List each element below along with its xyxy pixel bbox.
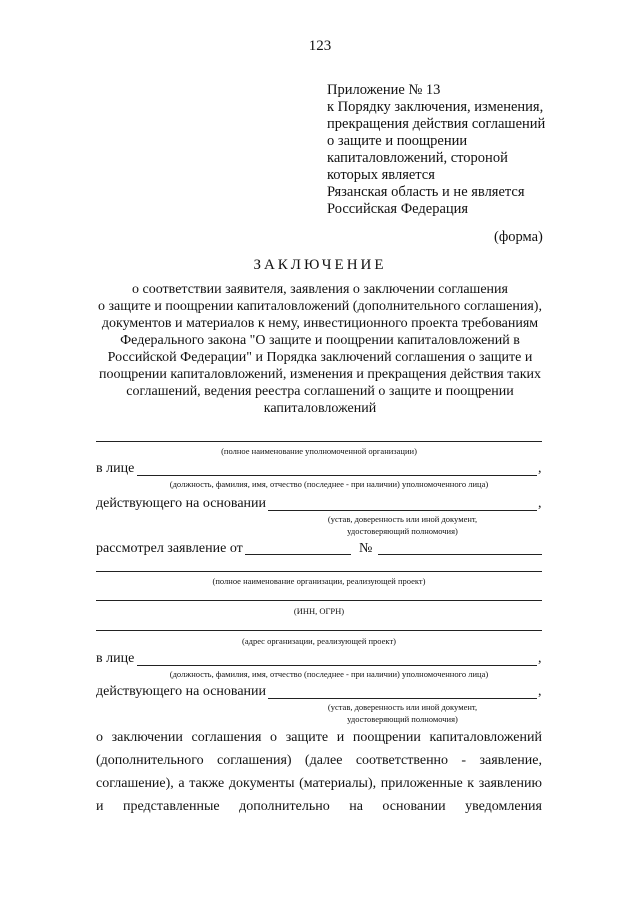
person-field[interactable] <box>137 475 537 476</box>
body-line <box>96 772 542 795</box>
appendix-line: Российская Федерация <box>327 201 469 217</box>
appendix-line: Рязанская область и не является <box>327 184 525 200</box>
body-line <box>96 726 542 749</box>
appendix-line: Приложение № 13 <box>327 82 441 98</box>
address-caption: (адрес организации, реализующей проект) <box>242 636 396 646</box>
body-word: заявление, <box>479 753 542 768</box>
subtitle-line: капиталовложений <box>263 401 377 416</box>
basis-caption: (устав, доверенность или иной документ, <box>327 514 478 524</box>
reviewed-label: рассмотрел заявление от <box>96 541 243 556</box>
in-person-label: в лице <box>96 461 135 476</box>
inn-ogrn-field[interactable] <box>96 600 542 601</box>
body-word: капиталовложений <box>429 730 542 745</box>
body-word: а <box>178 776 185 791</box>
body-word: документы <box>228 776 295 791</box>
body-word: (материалы), <box>299 776 377 791</box>
org-name-caption: (полное наименование уполномоченной организации) <box>221 446 417 456</box>
body-word: соглашение), <box>96 776 174 791</box>
basis-caption: (устав, доверенность или иной документ, <box>327 702 478 712</box>
basis-caption: удостоверяющий полномочия) <box>347 714 458 724</box>
basis-field-2[interactable] <box>268 698 537 699</box>
org-name-field[interactable] <box>96 441 542 442</box>
body-word: также <box>189 776 225 791</box>
acting-basis-label: действующего на основании <box>96 496 267 511</box>
body-word: и <box>336 730 345 745</box>
page-number: 123 <box>308 38 332 54</box>
subtitle-line: соглашений, ведения реестра соглашений о защите и поощрении <box>126 384 514 399</box>
body-word: заключении <box>111 730 183 745</box>
body-line <box>96 795 542 818</box>
subtitle-line: Российской Федерации" и Порядка заключений соглашения о защите и <box>107 350 533 365</box>
body-word: представленные <box>123 799 220 814</box>
address-field[interactable] <box>96 630 542 631</box>
body-word: к <box>467 776 475 791</box>
comma: , <box>538 461 542 476</box>
body-word: соглашения <box>191 730 262 745</box>
project-org-field[interactable] <box>96 571 542 572</box>
body-word: основании <box>382 799 446 814</box>
body-word: - <box>461 753 467 768</box>
body-word: дополнительно <box>239 799 330 814</box>
in-person-label: в лице <box>96 651 135 666</box>
basis-field[interactable] <box>268 510 537 511</box>
body-word: заявлению <box>478 776 542 791</box>
body-word: уведомления <box>465 799 542 814</box>
subtitle-line: о защите и поощрении капиталовложений (дополнительного соглашения), <box>98 299 542 314</box>
application-date-field[interactable] <box>245 554 351 555</box>
body-word: приложенные <box>380 776 463 791</box>
person-field-2[interactable] <box>137 665 537 666</box>
subtitle-line: Федерального закона "О защите и поощрении капиталовложений в <box>120 333 520 348</box>
body-word: о <box>270 730 278 745</box>
comma: , <box>538 684 542 699</box>
body-word: соглашения) <box>217 753 292 768</box>
appendix-line: которых является <box>327 167 435 183</box>
inn-ogrn-caption: (ИНН, ОГРН) <box>293 606 345 616</box>
appendix-line: о защите и поощрении <box>327 133 468 149</box>
body-word: поощрении <box>352 730 421 745</box>
comma: , <box>538 496 542 511</box>
number-label: № <box>359 541 373 556</box>
body-paragraph <box>96 726 542 818</box>
body-line <box>96 749 542 772</box>
application-number-field[interactable] <box>378 554 542 555</box>
appendix-line: к Порядку заключения, изменения, <box>327 99 544 115</box>
basis-caption: удостоверяющий полномочия) <box>347 526 458 536</box>
appendix-line: капиталовложений, стороной <box>327 150 508 166</box>
subtitle-line: о соответствии заявителя, заявления о заключении соглашения <box>132 282 508 297</box>
person-caption: (должность, фамилия, имя, отчество (последнее - при наличии) уполномоченного лица) <box>169 669 489 679</box>
body-word: (далее <box>304 753 343 768</box>
subtitle-line: документов и материалов к нему, инвестиционного проекта требованиям <box>101 316 539 331</box>
project-org-caption: (полное наименование организации, реализующей проект) <box>212 576 426 586</box>
person-caption: (должность, фамилия, имя, отчество (последнее - при наличии) уполномоченного лица) <box>169 479 489 489</box>
subtitle-line: поощрении капиталовложений, изменения и прекращения действия таких <box>98 367 542 382</box>
form-label: (форма) <box>494 229 543 245</box>
body-word: соответственно <box>355 753 449 768</box>
document-title: ЗАКЛЮЧЕНИЕ <box>253 257 387 273</box>
appendix-line: прекращения действия соглашений <box>327 116 546 132</box>
comma: , <box>538 651 542 666</box>
body-word: (дополнительного <box>96 753 204 768</box>
body-word: и <box>96 799 104 814</box>
body-word: на <box>349 799 363 814</box>
body-word: защите <box>285 730 329 745</box>
body-word: о <box>96 730 103 745</box>
acting-basis-label: действующего на основании <box>96 684 267 699</box>
